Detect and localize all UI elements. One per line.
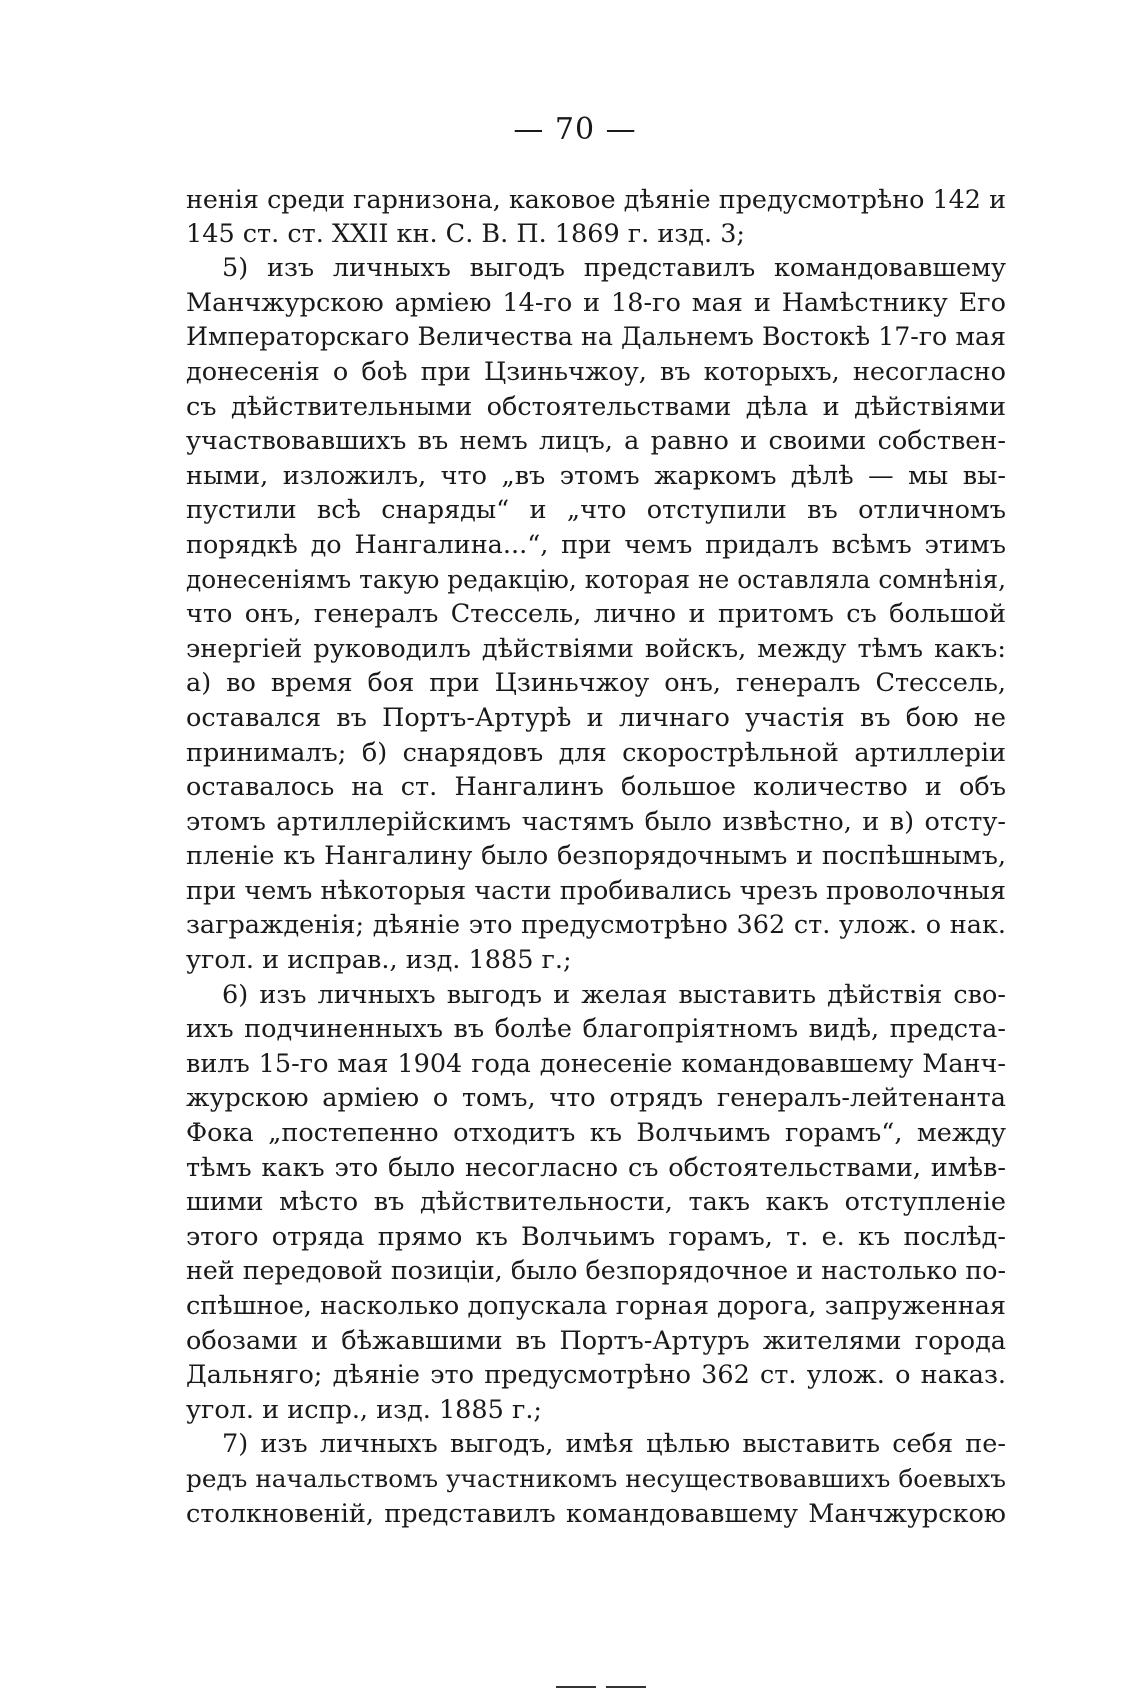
text-line: ихъ подчиненныхъ въ болѣе благопріятномъ видѣ, предста- — [186, 1014, 1006, 1045]
text-line: участвовавшихъ въ немъ лицъ, а равно и своими собствен- — [186, 426, 1006, 457]
text-line: пленіе къ Нангалину было безпорядочнымъ и поспѣшнымъ, — [186, 841, 1006, 872]
page-number: — 70 — — [513, 112, 637, 147]
text-line: этомъ артиллерійскимъ частямъ было извѣстно, и в) отсту- — [186, 806, 1006, 837]
text-line: а) во время боя при Цзиньчжоу онъ, генералъ Стессель, — [186, 668, 1006, 699]
text-line: журскою арміею о томъ, что отрядъ генералъ-лейтенанта — [186, 1083, 1006, 1114]
text-line: редъ начальствомъ участникомъ несуществовавшихъ боевыхъ — [186, 1463, 1006, 1493]
text-line: обозами и бѣжавшими въ Портъ-Артуръ жителями города — [186, 1325, 1006, 1356]
text-line: ненія среди гарнизона, каковое дѣяніе предусмотрѣно 142 и — [186, 184, 1006, 214]
footer-rule-right — [606, 1686, 646, 1688]
text-line: 5) изъ личныхъ выгодъ представилъ командовавшему — [222, 253, 1006, 284]
text-line: оставался въ Портъ-Артурѣ и личнаго участія въ бою не — [186, 702, 1006, 733]
text-line: тѣмъ какъ это было несогласно съ обстоятельствами, имѣв- — [186, 1152, 1006, 1183]
footer-rule-left — [556, 1686, 596, 1688]
text-line: пустили всѣ снаряды“ и „что отступили въ отличномъ — [186, 495, 1006, 526]
text-line: Манчжурскою арміею 14-го и 18-го мая и Намѣстнику Его — [186, 287, 1006, 318]
text-line: угол. и испр., изд. 1885 г.; — [186, 1394, 543, 1425]
text-line: порядкѣ до Нангалина...“, при чемъ придалъ всѣмъ этимъ — [186, 529, 1006, 560]
text-line: съ дѣйствительными обстоятельствами дѣла и дѣйствіями — [186, 391, 1006, 422]
text-line: что онъ, генералъ Стессель, лично и притомъ съ большой — [186, 599, 1006, 630]
text-line: 6) изъ личныхъ выгодъ и желая выставить дѣйствія сво- — [222, 979, 1006, 1010]
text-line: при чемъ нѣкоторыя части пробивались чрезъ проволочныя — [186, 875, 1006, 906]
text-line: Фока „постепенно отходитъ къ Волчьимъ горамъ“, между — [186, 1118, 1006, 1149]
text-line: спѣшное, насколько допускала горная дорога, запруженная — [186, 1291, 1006, 1321]
text-line: Дальняго; дѣяніе это предусмотрѣно 362 ст. улож. о наказ. — [186, 1360, 1006, 1391]
text-line: донесенія о боѣ при Цзиньчжоу, въ которыхъ, несогласно — [186, 356, 1006, 387]
text-line: оставалось на ст. Нангалинъ большое количество и объ — [186, 772, 1006, 803]
text-line: ными, изложилъ, что „въ этомъ жаркомъ дѣлѣ — мы вы- — [186, 460, 1006, 491]
text-line: донесеніямъ такую редакцію, которая не оставляла сомнѣнія, — [186, 564, 1006, 594]
text-line: вилъ 15-го мая 1904 года донесеніе командовавшему Манч- — [186, 1048, 1006, 1079]
text-line: Императорскаго Величества на Дальнемъ Востокѣ 17-го мая — [186, 322, 1006, 352]
text-line: загражденія; дѣяніе это предусмотрѣно 362 ст. улож. о нак. — [186, 910, 1006, 941]
text-line: столкновеній, представилъ командовавшему Манчжурскою — [186, 1498, 1006, 1529]
text-line: 7) изъ личныхъ выгодъ, имѣя цѣлью выставить себя пе- — [222, 1429, 1006, 1460]
text-line: ней передовой позиціи, было безпорядочное и настолько по- — [186, 1256, 1006, 1286]
text-line: 145 ст. ст. XXII кн. С. В. П. 1869 г. изд. 3; — [186, 218, 746, 249]
body-text — [186, 182, 1006, 1531]
text-line: этого отряда прямо къ Волчьимъ горамъ, т. е. къ послѣд- — [186, 1221, 1006, 1252]
text-line: угол. и исправ., изд. 1885 г.; — [186, 945, 572, 976]
text-line: шими мѣсто въ дѣйствительности, такъ какъ отступленіе — [186, 1187, 1006, 1218]
text-line: энергіей руководилъ дѣйствіями войскъ, между тѣмъ какъ: — [186, 633, 1006, 664]
text-line: принималъ; б) снарядовъ для скорострѣльной артиллеріи — [186, 737, 1006, 768]
